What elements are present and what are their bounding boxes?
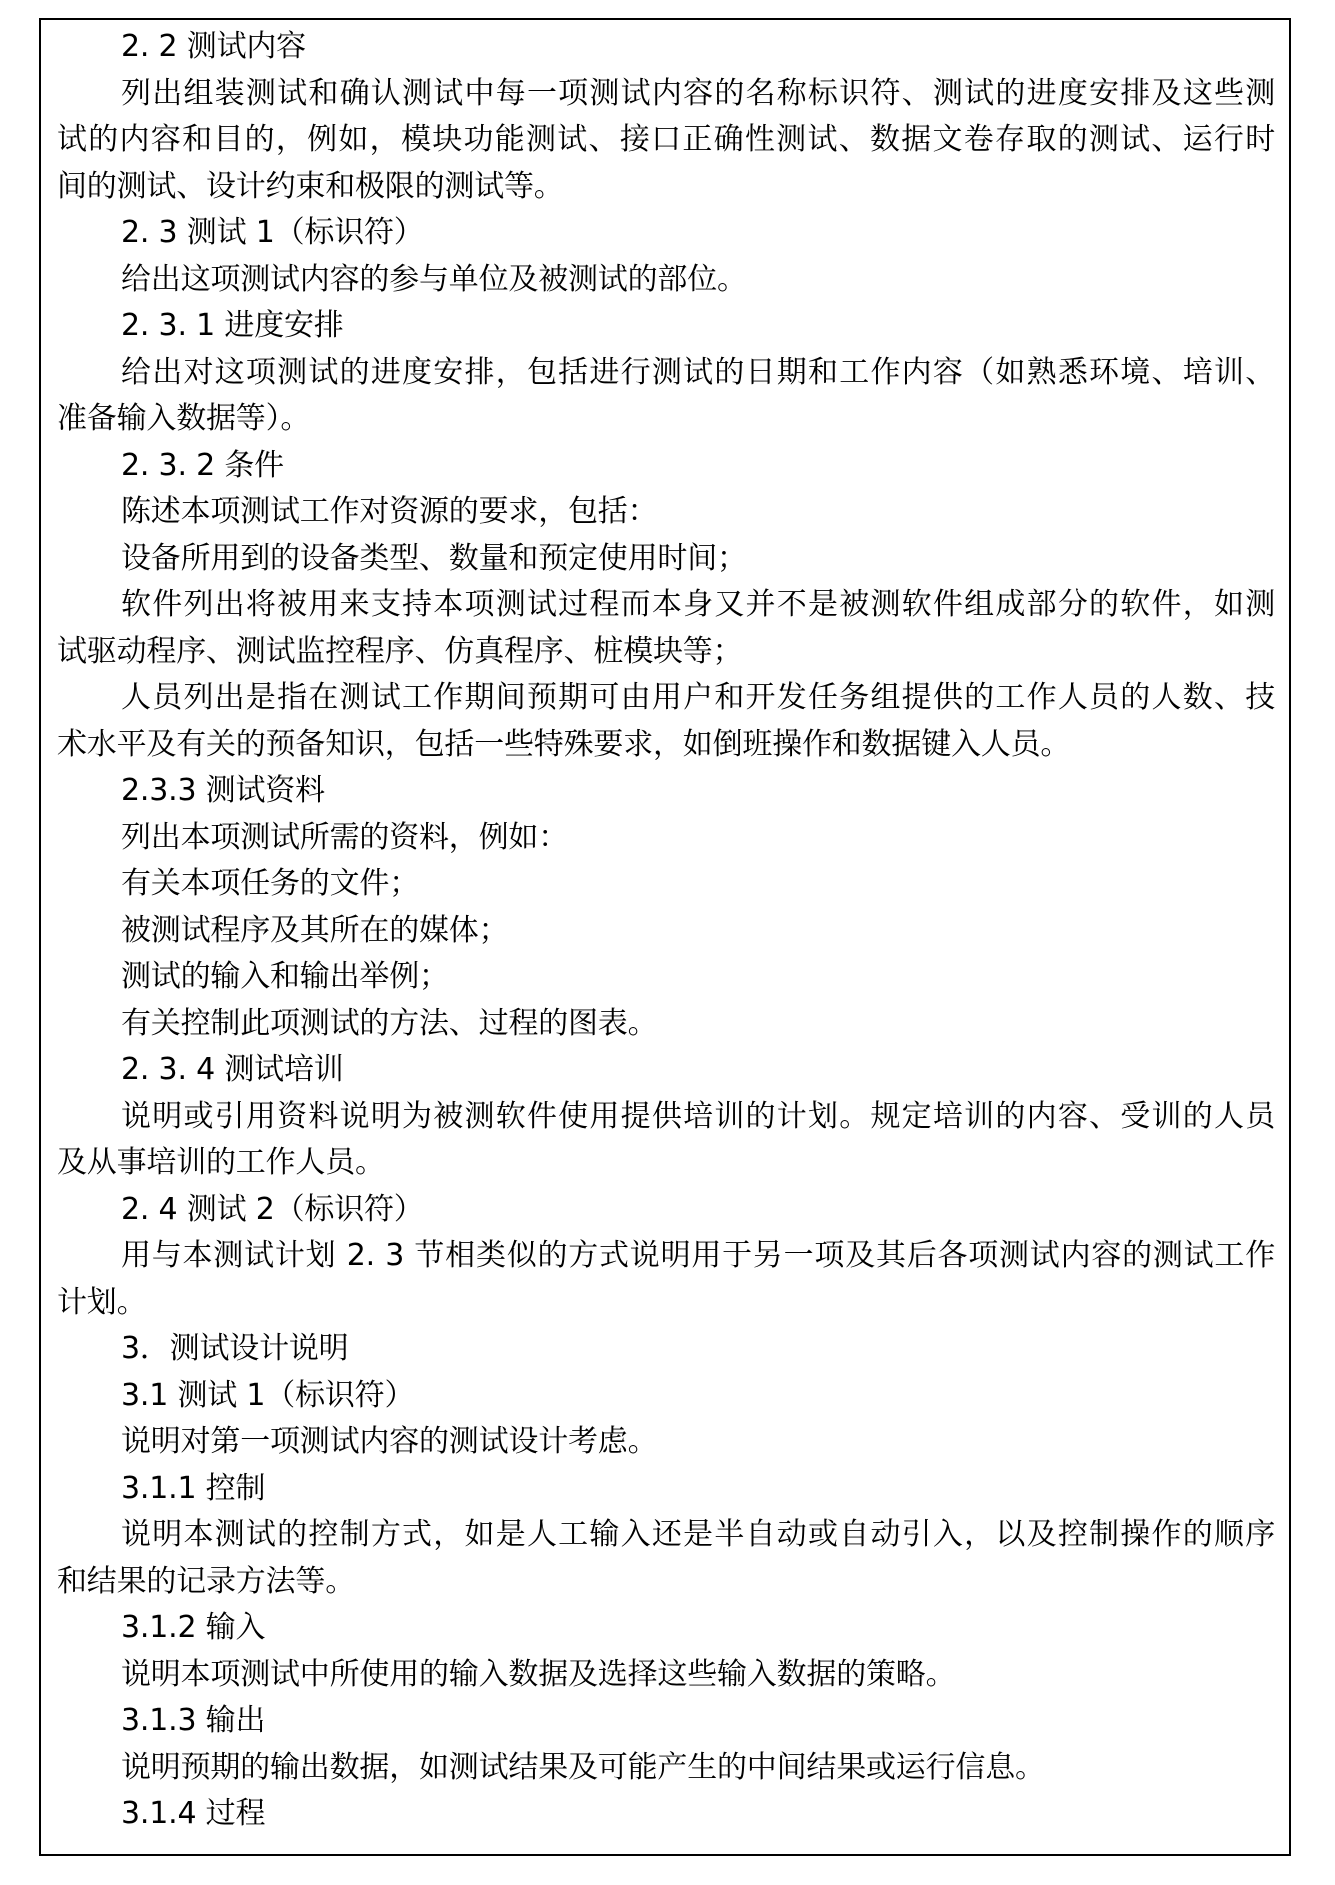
text-line: 2. 3 测试 1（标识符） <box>121 215 424 250</box>
text-line: 软件列出将被用来支持本项测试过程而本身又并不是被测软件组成部分的软件，如测 <box>121 587 1275 622</box>
text-line: 陈述本项测试工作对资源的要求，包括： <box>121 494 658 529</box>
text-line: 3.1.3 输出 <box>121 1703 266 1738</box>
text-line: 计划。 <box>57 1284 147 1320</box>
text-line: 准备输入数据等）。 <box>57 401 311 436</box>
text-line: 及从事培训的工作人员。 <box>57 1145 385 1180</box>
document-body <box>57 24 1275 1838</box>
text-line: 2. 3. 2 条件 <box>121 447 284 483</box>
text-line: 试的内容和目的，例如，模块功能测试、接口正确性测试、数据文卷存取的测试、运行时 <box>57 122 1275 157</box>
text-line: 间的测试、设计约束和极限的测试等。 <box>57 168 564 204</box>
text-line: 测试的输入和输出举例； <box>121 959 449 994</box>
text-line: 说明或引用资料说明为被测软件使用提供培训的计划。规定培训的内容、受训的人员 <box>121 1098 1275 1134</box>
document-frame <box>39 18 1291 1856</box>
text-line: 试驱动程序、测试监控程序、仿真程序、桩模块等； <box>57 633 743 669</box>
text-line: 和结果的记录方法等。 <box>57 1563 355 1599</box>
text-line: 3.1.1 控制 <box>121 1470 266 1506</box>
text-line: 3.1.4 过程 <box>121 1796 266 1831</box>
text-line: 说明对第一项测试内容的测试设计考虑。 <box>121 1424 658 1459</box>
text-line: 给出对这项测试的进度安排，包括进行测试的日期和工作内容（如熟悉环境、培训、 <box>121 354 1275 390</box>
text-line: 用与本测试计划 2. 3 节相类似的方式说明用于另一项及其后各项测试内容的测试工作 <box>121 1238 1275 1273</box>
text-line: 给出这项测试内容的参与单位及被测试的部位。 <box>121 261 747 297</box>
text-line: 说明本项测试中所使用的输入数据及选择这些输入数据的策略。 <box>121 1656 956 1692</box>
text-line: 2. 3. 4 测试培训 <box>121 1052 344 1087</box>
text-line: 列出组装测试和确认测试中每一项测试内容的名称标识符、测试的进度安排及这些测 <box>121 75 1275 111</box>
text-line: 被测试程序及其所在的媒体； <box>121 912 509 948</box>
text-line: 2. 2 测试内容 <box>121 29 306 64</box>
text-line: 有关本项任务的文件； <box>121 866 419 901</box>
text-line: 3．测试设计说明 <box>121 1331 349 1366</box>
text-line: 有关控制此项测试的方法、过程的图表。 <box>121 1005 658 1041</box>
text-line: 列出本项测试所需的资料，例如： <box>121 819 568 855</box>
text-line: 3.1.2 输入 <box>121 1610 266 1645</box>
text-line: 术水平及有关的预备知识，包括一些特殊要求，如倒班操作和数据键入人员。 <box>57 726 1071 762</box>
text-line: 2. 3. 1 进度安排 <box>121 308 344 343</box>
text-line: 2.3.3 测试资料 <box>121 773 325 808</box>
text-line: 2. 4 测试 2（标识符） <box>121 1191 424 1227</box>
text-line: 人员列出是指在测试工作期间预期可由用户和开发任务组提供的工作人员的人数、技 <box>121 680 1275 715</box>
text-line: 3.1 测试 1（标识符） <box>121 1377 415 1413</box>
text-line: 设备所用到的设备类型、数量和预定使用时间； <box>121 540 747 576</box>
text-line: 说明预期的输出数据，如测试结果及可能产生的中间结果或运行信息。 <box>121 1749 1045 1785</box>
text-line: 说明本测试的控制方式，如是人工输入还是半自动或自动引入，以及控制操作的顺序 <box>121 1517 1275 1552</box>
